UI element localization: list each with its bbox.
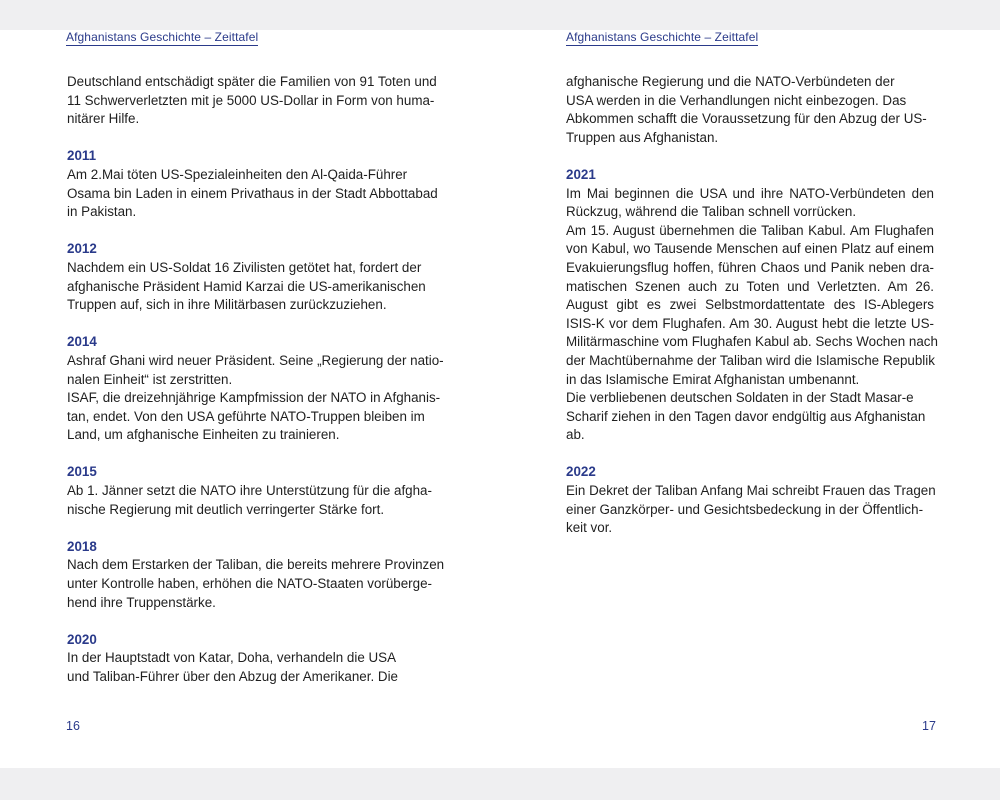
- text-line: Ein Dekret der Taliban Anfang Mai schreibt Frauen das Tragen: [566, 483, 936, 499]
- text-line: Militärmaschine vom Flughafen Kabul ab. Sechs Wochen nach: [566, 334, 938, 350]
- text-line: Ab 1. Jänner setzt die NATO ihre Unterstützung für die afgha-: [67, 483, 432, 499]
- text-line: keit vor.: [566, 520, 613, 536]
- text-line: August gibt es zwei Selbstmordattentate des IS-Ablegers: [566, 297, 934, 313]
- right-page: [500, 30, 1000, 768]
- text-line: matischen Szenen auch zu Toten und Verletzten. Am 26.: [566, 278, 934, 294]
- entry-text: [566, 185, 938, 445]
- text-line: 11 Schwerverletzten mit je 5000 US-Dollar in Form von huma-: [67, 92, 435, 108]
- text-line: ISIS-K vor dem Flughafen. Am 30. August hebt die letzte US-: [566, 315, 934, 331]
- year-heading: 2011: [67, 148, 97, 164]
- text-line: Im Mai beginnen die USA und ihre NATO-Verbündeten den: [566, 185, 934, 201]
- text-line: Nachdem ein US-Soldat 16 Zivilisten getötet hat, fordert der: [67, 259, 422, 275]
- text-line: Land, um afghanische Einheiten zu trainieren.: [67, 427, 340, 443]
- text-line: Rückzug, während die Taliban schnell vorrücken.: [566, 204, 857, 220]
- text-line: unter Kontrolle haben, erhöhen die NATO-Staaten vorüberge-: [67, 576, 432, 592]
- text-line: hend ihre Truppenstärke.: [67, 594, 216, 610]
- entry-text: [566, 482, 934, 538]
- book-spread: [0, 30, 1000, 768]
- text-line: ab.: [566, 427, 585, 443]
- year-heading: 2021: [566, 166, 596, 182]
- left-page: [0, 30, 500, 768]
- entry-text: [67, 352, 444, 445]
- intro-paragraph: [566, 73, 934, 147]
- text-line: In der Hauptstadt von Katar, Doha, verhandeln die USA: [67, 650, 397, 666]
- text-line: Die verbliebenen deutschen Soldaten in der Stadt Masar-e: [566, 390, 914, 406]
- entry-text: [67, 556, 445, 612]
- text-line: von Kabul, wo Tausende Menschen auf einen Platz auf einem: [566, 241, 934, 257]
- text-line: afghanische Präsident Hamid Karzai die US-amerikanischen: [67, 278, 426, 294]
- text-line: einer Ganzkörper- und Gesichtsbedeckung in der Öffentlich-: [566, 501, 924, 517]
- running-head: Afghanistans Geschichte – Zeittafel: [566, 30, 759, 44]
- entry-text: [67, 259, 435, 315]
- year-heading: 2015: [67, 464, 97, 480]
- entry-text: [67, 482, 435, 519]
- left-page-body: [67, 73, 445, 687]
- year-heading: 2014: [67, 334, 97, 350]
- text-line: Ashraf Ghani wird neuer Präsident. Seine „Regierung der natio-: [67, 352, 444, 368]
- text-line: afghanische Regierung und die NATO-Verbündeten der: [566, 74, 895, 89]
- intro-paragraph: [67, 73, 435, 129]
- running-head: Afghanistans Geschichte – Zeittafel: [66, 30, 259, 44]
- text-line: in das Islamische Emirat Afghanistan umbenannt.: [566, 371, 860, 387]
- year-heading: 2018: [67, 538, 97, 554]
- entry-text: [67, 166, 438, 222]
- year-heading: 2020: [67, 631, 97, 647]
- text-line: Truppen auf, sich in ihre Militärbasen zurückzuziehen.: [67, 297, 387, 313]
- page-number: 16: [66, 719, 80, 733]
- right-page-body: [566, 73, 938, 538]
- year-heading: 2012: [67, 241, 97, 257]
- text-line: nische Regierung mit deutlich verringerter Stärke fort.: [67, 501, 385, 517]
- text-line: Scharif ziehen in den Tagen davor endgültig aus Afghanistan: [566, 408, 926, 424]
- text-line: Osama bin Laden in einem Privathaus in der Stadt Abbottabad: [67, 185, 438, 201]
- text-line: ISAF, die dreizehnjährige Kampfmission der NATO in Afghanis-: [67, 390, 441, 406]
- text-line: Truppen aus Afghanistan.: [566, 129, 719, 145]
- year-heading: 2022: [566, 464, 596, 480]
- text-line: Abkommen schafft die Voraussetzung für den Abzug der US-: [566, 111, 927, 127]
- text-line: in Pakistan.: [67, 204, 137, 220]
- text-line: nalen Einheit“ ist zerstritten.: [67, 371, 233, 387]
- text-line: Am 2.Mai töten US-Spezialeinheiten den Al-Qaida-Führer: [67, 166, 408, 182]
- text-line: nitärer Hilfe.: [67, 111, 140, 127]
- text-line: Deutschland entschädigt später die Familien von 91 Toten und: [67, 74, 437, 89]
- text-line: Nach dem Erstarken der Taliban, die bereits mehrere Provinzen: [67, 557, 445, 573]
- text-line: tan, endet. Von den USA geführte NATO-Truppen bleiben im: [67, 408, 425, 424]
- text-line: und Taliban-Führer über den Abzug der Amerikaner. Die: [67, 669, 398, 684]
- text-line: Evakuierungsflug hoffen, führen Chaos und Panik neben dra-: [566, 259, 934, 275]
- text-line: Am 15. August übernehmen die Taliban Kabul. Am Flughafen: [566, 222, 934, 238]
- page-number: 17: [922, 719, 936, 733]
- text-line: USA werden in die Verhandlungen nicht einbezogen. Das: [566, 92, 907, 108]
- entry-text: [67, 649, 435, 686]
- text-line: der Machtübernahme der Taliban wird die Islamische Republik: [566, 352, 935, 368]
